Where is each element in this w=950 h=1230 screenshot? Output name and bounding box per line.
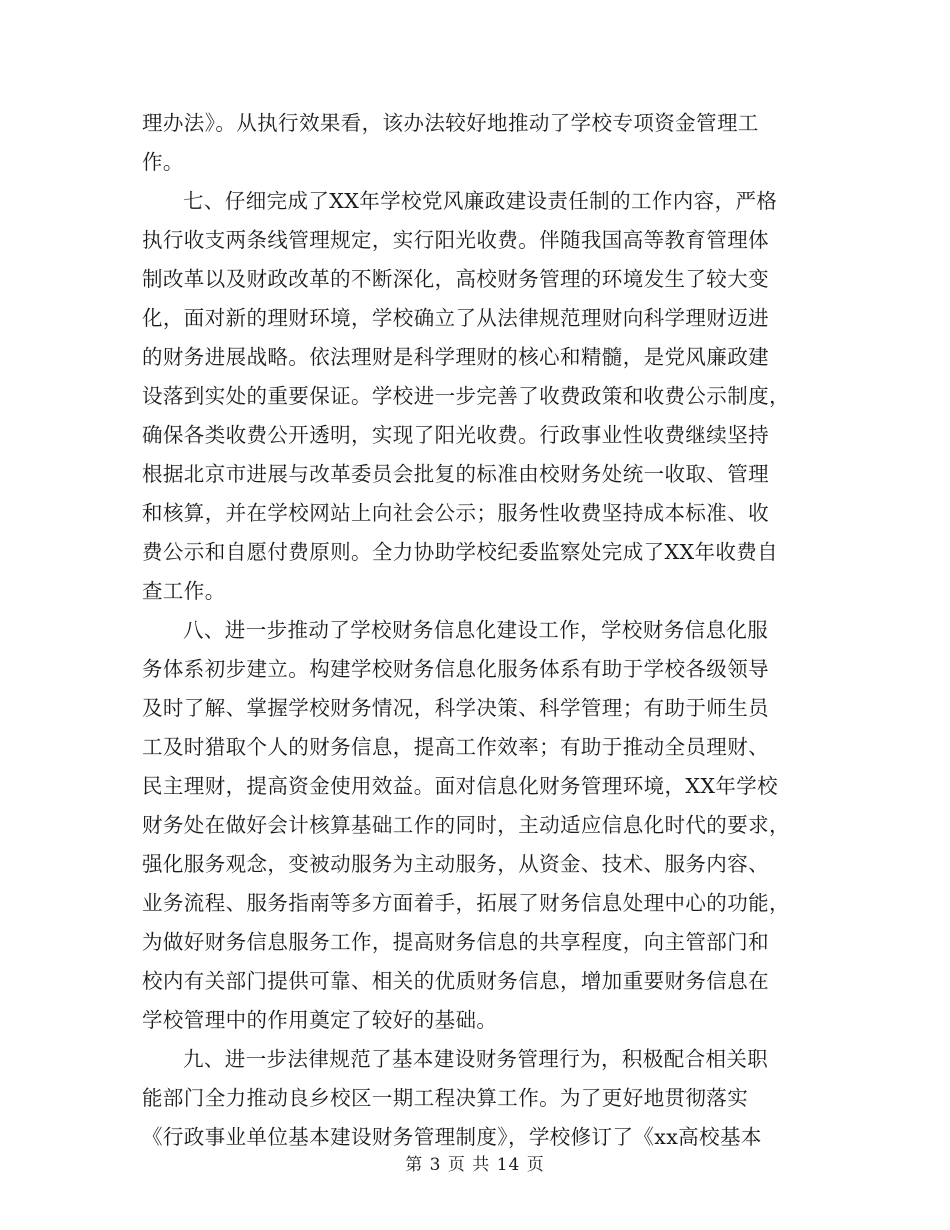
text-line: 及时了解、掌握学校财务情况，科学决策、科学管理；有助于师生员 xyxy=(142,696,769,720)
section-8-first-line: 八、进一步推动了学校财务信息化建设工作，学校财务信息化服 xyxy=(183,618,769,642)
text-line: 理办法》。从执行效果看，该办法较好地推动了学校专项资金管理工 xyxy=(142,111,759,135)
text-line: 根据北京市进展与改革委员会批复的标准由校财务处统一收取、管理 xyxy=(142,462,769,486)
text-line: 制改革以及财政改革的不断深化，高校财务管理的环境发生了较大变 xyxy=(142,267,769,291)
text-line: 强化服务观念，变被动服务为主动服务，从资金、技术、服务内容、 xyxy=(142,852,769,876)
page-number-footer: 第 3 页 共 14 页 xyxy=(405,1155,545,1175)
section-9-first-line: 九、进一步法律规范了基本建设财务管理行为，积极配合相关职 xyxy=(183,1047,769,1071)
text-line: 确保各类收费公开透明，实现了阳光收费。行政事业性收费继续坚持 xyxy=(142,423,769,447)
text-line: 学校管理中的作用奠定了较好的基础。 xyxy=(142,1008,498,1032)
text-line: 作。 xyxy=(142,150,184,174)
text-line: 《行政事业单位基本建设财务管理制度》，学校修订了《xx高校基本 xyxy=(142,1125,762,1149)
text-line: 化，面对新的理财环境，学校确立了从法律规范理财向科学理财迈进 xyxy=(142,306,769,330)
text-line: 执行收支两条线管理规定，实行阳光收费。伴随我国高等教育管理体 xyxy=(142,228,769,252)
text-line: 查工作。 xyxy=(142,579,226,603)
document-body xyxy=(142,104,808,1157)
text-line: 和核算，并在学校网站上向社会公示；服务性收费坚持成本标准、收 xyxy=(142,501,769,525)
text-line: 民主理财，提高资金使用效益。面对信息化财务管理环境，XX年学校 xyxy=(142,774,779,798)
section-7-first-line: 七、仔细完成了XX年学校党风廉政建设责任制的工作内容，严格 xyxy=(183,189,778,213)
text-line: 费公示和自愿付费原则。全力协助学校纪委监察处完成了XX年收费自 xyxy=(142,540,779,564)
text-line: 为做好财务信息服务工作，提高财务信息的共享程度，向主管部门和 xyxy=(142,930,769,954)
text-line: 校内有关部门提供可靠、相关的优质财务信息，增加重要财务信息在 xyxy=(142,969,769,993)
text-line: 财务处在做好会计核算基础工作的同时，主动适应信息化时代的要求， xyxy=(142,813,790,837)
text-line: 业务流程、服务指南等多方面着手，拓展了财务信息处理中心的功能， xyxy=(142,891,790,915)
text-line: 务体系初步建立。构建学校财务信息化服务体系有助于学校各级领导 xyxy=(142,657,769,681)
text-line: 能部门全力推动良乡校区一期工程决算工作。为了更好地贯彻落实 xyxy=(142,1086,749,1110)
text-line: 的财务进展战略。依法理财是科学理财的核心和精髓，是党风廉政建 xyxy=(142,345,769,369)
text-line: 工及时猎取个人的财务信息，提高工作效率；有助于推动全员理财、 xyxy=(142,735,769,759)
text-line: 设落到实处的重要保证。学校进一步完善了收费政策和收费公示制度， xyxy=(142,384,790,408)
